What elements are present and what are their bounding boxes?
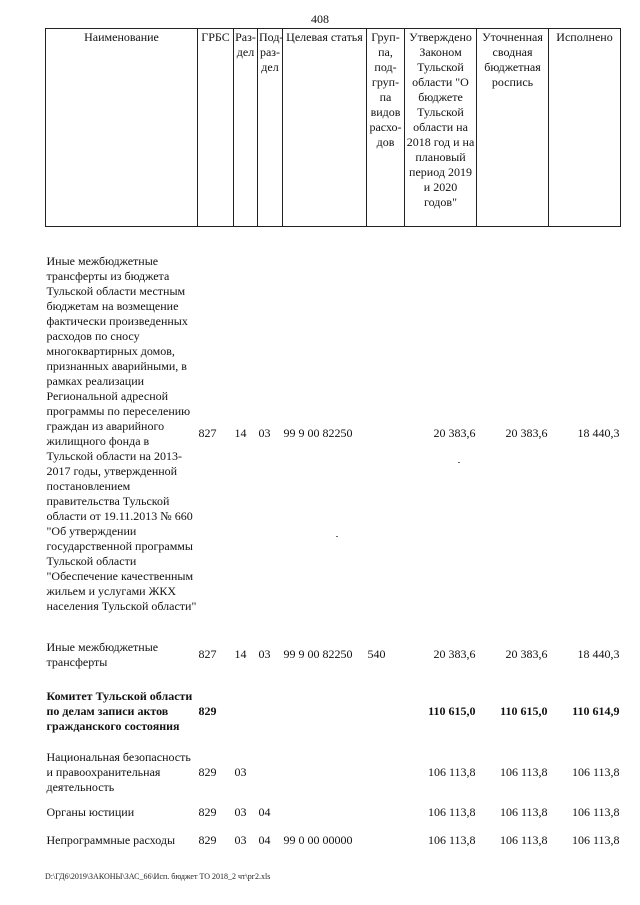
- row-target: [283, 799, 367, 827]
- row-executed: 110 614,9: [572, 704, 620, 718]
- row-revised: 106 113,8: [499, 805, 548, 819]
- table-row: [46, 827, 621, 855]
- row-target: 99 9 00 82250: [283, 647, 353, 661]
- row-group: [367, 747, 405, 799]
- budget-table: [45, 28, 621, 855]
- row-podrazdel: 04: [258, 805, 271, 819]
- header-name: Наименование: [46, 29, 198, 227]
- header-target: Целевая статья: [283, 29, 367, 227]
- row-name: Иные межбюджетные трансферты: [46, 639, 159, 669]
- row-grbs: 827: [198, 426, 217, 441]
- row-executed: 106 113,8: [571, 805, 620, 819]
- row-name: Непрограммные расходы: [46, 833, 176, 847]
- row-group: [367, 799, 405, 827]
- row-razdel: 03: [234, 833, 247, 847]
- row-target: [283, 677, 367, 747]
- row-group: 540: [367, 647, 386, 661]
- row-grbs: 829: [198, 805, 217, 819]
- row-group: [367, 827, 405, 855]
- row-revised: 106 113,8: [499, 765, 548, 779]
- header-group: Груп-па, под-груп-па видов расхо-дов: [367, 29, 405, 227]
- row-podrazdel: 03: [258, 426, 271, 441]
- row-target: [283, 747, 367, 799]
- header-revised: Уточненная сводная бюджетная роспись: [477, 29, 549, 227]
- row-approved: 110 615,0: [428, 704, 476, 718]
- scan-speck: [458, 462, 460, 463]
- row-executed: 106 113,8: [571, 765, 620, 779]
- header-razdel: Раз-дел: [234, 29, 258, 227]
- row-grbs: 827: [198, 647, 217, 661]
- table-row: [46, 677, 621, 747]
- row-approved: 106 113,8: [427, 765, 476, 779]
- table-row: [46, 227, 621, 633]
- table-row: [46, 633, 621, 677]
- header-executed: Исполнено: [549, 29, 621, 227]
- page-number: 408: [311, 12, 329, 26]
- row-approved: 106 113,8: [427, 833, 476, 847]
- row-grbs: 829: [198, 704, 217, 718]
- file-path-footer: D:\ГД6\2019\ЗАКОНЫ\ЗАС_66\Исп. бюджет ТО 2018_2 чт\рг2.xls: [45, 872, 271, 881]
- row-grbs: 829: [198, 765, 217, 779]
- row-revised: 110 615,0: [500, 704, 548, 718]
- row-razdel: [234, 677, 258, 747]
- row-razdel: 14: [234, 647, 247, 661]
- row-razdel: 14: [234, 426, 247, 441]
- table-row: [46, 747, 621, 799]
- row-approved: 106 113,8: [427, 805, 476, 819]
- row-grbs: 829: [198, 833, 217, 847]
- row-approved: 20 383,6: [433, 647, 476, 661]
- header-row: [46, 29, 621, 227]
- scan-speck: [336, 536, 338, 537]
- header-approved: Утверждено Законом Тульской области "О бюджете Тульской области на 2018 год и на плановый период 2019 и 2020 годов": [405, 29, 477, 227]
- row-target: 99 0 00 00000: [283, 833, 353, 847]
- row-executed: 18 440,3: [577, 647, 620, 661]
- row-podrazdel: 03: [258, 647, 271, 661]
- row-razdel: 03: [234, 805, 247, 819]
- row-group: [367, 227, 405, 633]
- row-executed: 18 440,3: [577, 426, 620, 441]
- row-target: 99 9 00 82250: [283, 426, 353, 441]
- header-grbs: ГРБС: [198, 29, 234, 227]
- row-name: Национальная безопасность и правоохранительная деятельность: [46, 750, 191, 794]
- row-name: Органы юстиции: [46, 805, 135, 819]
- row-name: Комитет Тульской области по делам записи актов гражданского состояния: [46, 689, 193, 733]
- row-podrazdel: 04: [258, 833, 271, 847]
- row-revised: 20 383,6: [505, 647, 548, 661]
- row-name: Иные межбюджетные трансферты из бюджета Тульской области местным бюджетам на возмещение фактически произведенных расходов по сносу многоквартирных домов, признанных аварийными, в рамках реализации Региональной адресной программы по переселению граждан из аварийного жилищного фонда в Тульской области на 2013-2017 годы, утвержденной постановлением правительства Тульской области от 19.11.2013 № 660 "Об утверждении государственной программы Тульской области "Обеспечение качественным жильем и услугами ЖКХ населения Тульской области": [46, 253, 197, 613]
- row-podrazdel: [258, 677, 283, 747]
- row-executed: 106 113,8: [571, 833, 620, 847]
- row-group: [367, 677, 405, 747]
- row-revised: 106 113,8: [499, 833, 548, 847]
- row-razdel: 03: [234, 765, 247, 779]
- table-row: [46, 799, 621, 827]
- header-podrazdel: Под-раз-дел: [258, 29, 283, 227]
- row-revised: 20 383,6: [505, 426, 548, 441]
- row-approved: 20 383,6: [433, 426, 476, 441]
- row-podrazdel: [258, 747, 283, 799]
